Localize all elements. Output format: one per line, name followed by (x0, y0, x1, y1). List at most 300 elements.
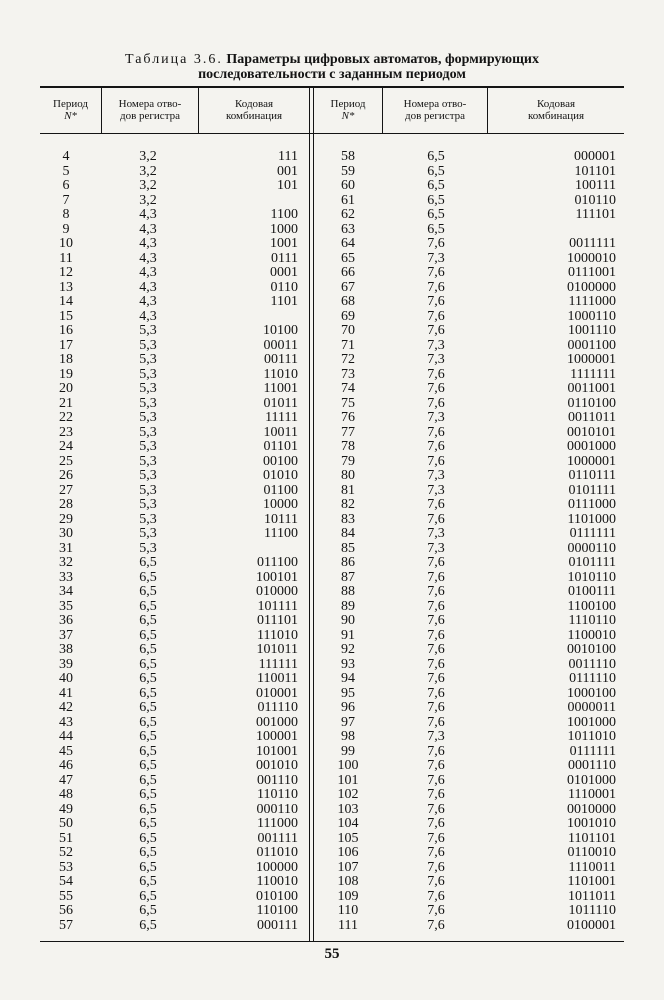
table-row (40, 788, 624, 803)
table-bottom-rule (40, 941, 624, 942)
period-cell: 90 (341, 613, 355, 628)
code-cell: 1100010 (567, 627, 616, 643)
header-code-text-2: комбинация (527, 110, 585, 122)
code-cell: 0010100 (567, 642, 616, 657)
code-cell: 100111 (575, 178, 616, 193)
code-cell: 101011 (256, 642, 298, 657)
code-cell: 0110100 (567, 395, 616, 411)
code-cell: 10011 (263, 424, 298, 440)
table-row (40, 382, 624, 397)
table-row (40, 890, 624, 905)
period-cell: 16 (59, 323, 73, 338)
data-table (40, 86, 624, 942)
taps-cell: 5,3 (139, 323, 157, 338)
header-code-text-1: Кодовая (234, 98, 274, 110)
period-cell: 10 (59, 236, 73, 251)
taps-cell: 6,5 (139, 700, 157, 715)
code-cell: 0100111 (568, 584, 616, 599)
period-cell: 93 (341, 656, 355, 672)
table-row (40, 759, 624, 774)
taps-cell: 6,5 (427, 178, 445, 193)
code-cell: 011101 (257, 613, 298, 628)
code-cell: 1100 (270, 207, 298, 222)
taps-cell: 5,3 (139, 439, 157, 454)
period-cell: 19 (59, 366, 73, 382)
period-cell: 14 (59, 294, 73, 309)
period-cell: 54 (59, 874, 73, 889)
period-cell: 77 (341, 424, 355, 440)
code-cell: 1000001 (567, 453, 616, 469)
code-cell: 0010000 (567, 801, 616, 817)
taps-cell: 7,6 (427, 917, 445, 933)
table-row (40, 585, 624, 600)
taps-cell: 6,5 (427, 163, 445, 179)
code-cell: 010100 (256, 888, 298, 904)
period-cell: 91 (341, 627, 355, 643)
caption-line-1 (40, 52, 624, 67)
code-cell: 001010 (256, 758, 298, 773)
period-cell: 63 (341, 221, 355, 237)
period-cell: 42 (59, 700, 73, 715)
period-cell: 17 (59, 337, 73, 353)
table-row (40, 165, 624, 180)
taps-cell: 6,5 (139, 845, 157, 860)
taps-cell: 7,6 (427, 598, 445, 614)
table-row (40, 179, 624, 194)
code-cell: 0100000 (567, 279, 616, 295)
period-cell: 21 (59, 395, 73, 411)
code-cell: 001110 (257, 772, 298, 788)
table-row (40, 745, 624, 760)
table-row (40, 353, 624, 368)
code-cell: 00100 (263, 453, 298, 469)
period-cell: 98 (341, 729, 355, 744)
period-cell: 36 (59, 613, 73, 628)
taps-cell: 5,3 (139, 366, 157, 382)
header-taps-text-1: Номера отво- (403, 98, 467, 110)
table-row (40, 629, 624, 644)
period-cell: 58 (341, 149, 355, 164)
taps-cell: 7,6 (427, 294, 445, 309)
table-row (40, 324, 624, 339)
taps-cell: 7,6 (427, 685, 445, 701)
code-cell: 001 (277, 163, 298, 179)
code-cell: 111111 (258, 656, 298, 672)
taps-cell: 7,6 (427, 308, 445, 324)
period-cell: 45 (59, 743, 73, 759)
taps-cell: 6,5 (139, 598, 157, 614)
code-cell: 110011 (257, 671, 298, 686)
period-cell: 79 (341, 453, 355, 469)
taps-cell: 7,6 (427, 584, 445, 599)
table-row (40, 687, 624, 702)
code-cell: 000111 (257, 917, 298, 933)
header-code-right (488, 88, 624, 132)
code-cell: 011010 (256, 845, 298, 860)
header-taps-text-2: дов регистра (404, 110, 466, 122)
table-row (40, 600, 624, 615)
period-cell: 86 (341, 555, 355, 570)
taps-cell: 7,3 (427, 468, 445, 483)
code-cell: 0111 (271, 250, 298, 266)
period-cell: 99 (341, 743, 355, 759)
taps-cell: 6,5 (139, 903, 157, 918)
code-cell: 111000 (257, 816, 298, 831)
period-cell: 53 (59, 859, 73, 875)
period-cell: 97 (341, 714, 355, 730)
header-code-text-1: Кодовая (536, 98, 576, 110)
header-period-text: Период (330, 98, 366, 110)
period-cell: 18 (59, 352, 73, 367)
taps-cell: 4,3 (139, 294, 157, 309)
taps-cell: 7,6 (427, 671, 445, 686)
period-cell: 111 (338, 917, 358, 933)
period-cell: 105 (337, 830, 359, 846)
code-cell: 1001010 (567, 816, 616, 831)
table-row (40, 556, 624, 571)
taps-cell: 7,6 (427, 888, 445, 904)
code-cell: 01011 (263, 395, 298, 411)
taps-cell: 5,3 (139, 424, 157, 440)
period-cell: 92 (341, 642, 355, 657)
taps-cell: 7,6 (427, 801, 445, 817)
code-cell: 01010 (263, 468, 298, 483)
period-cell: 13 (59, 279, 73, 295)
table-row (40, 643, 624, 658)
taps-cell: 7,6 (427, 700, 445, 715)
period-cell: 11 (59, 250, 73, 266)
code-cell: 001111 (257, 830, 298, 846)
code-cell: 10000 (263, 497, 298, 512)
table-row (40, 397, 624, 412)
taps-cell: 4,3 (139, 221, 157, 237)
code-cell: 11100 (264, 526, 298, 541)
period-cell: 67 (341, 279, 355, 295)
code-cell: 0001100 (567, 337, 616, 353)
taps-cell: 5,3 (139, 410, 157, 425)
taps-cell: 6,5 (427, 221, 445, 237)
taps-cell: 6,5 (139, 816, 157, 831)
table-row (40, 861, 624, 876)
taps-cell: 7,6 (427, 511, 445, 527)
header-period-n: N* (341, 110, 355, 122)
period-cell: 70 (341, 323, 355, 338)
table-row (40, 223, 624, 238)
taps-cell: 7,6 (427, 453, 445, 469)
taps-cell: 5,3 (139, 540, 157, 556)
code-cell: 1100100 (567, 598, 616, 614)
taps-cell: 6,5 (139, 830, 157, 846)
header-code-text-2: комбинация (225, 110, 283, 122)
taps-cell: 7,6 (427, 656, 445, 672)
table-row (40, 701, 624, 716)
table-title-line-2: последовательности с заданным периодом (198, 67, 466, 82)
code-cell: 1111000 (568, 294, 616, 309)
taps-cell: 7,6 (427, 874, 445, 889)
code-cell: 1101000 (567, 511, 616, 527)
period-cell: 109 (337, 888, 359, 904)
code-cell: 0101111 (568, 482, 616, 498)
period-cell: 22 (59, 410, 73, 425)
taps-cell: 6,5 (427, 149, 445, 164)
taps-cell: 6,5 (139, 656, 157, 672)
period-cell: 12 (59, 265, 73, 280)
table-body (40, 150, 624, 933)
period-cell: 52 (59, 845, 73, 860)
table-row (40, 730, 624, 745)
period-cell: 88 (341, 584, 355, 599)
taps-cell: 7,6 (427, 642, 445, 657)
period-cell: 65 (341, 250, 355, 266)
table-row (40, 281, 624, 296)
taps-cell: 7,6 (427, 845, 445, 860)
taps-cell: 7,3 (427, 410, 445, 425)
header-taps-left (102, 88, 198, 132)
code-cell: 10100 (263, 323, 298, 338)
taps-cell: 7,3 (427, 729, 445, 744)
code-cell: 0111000 (568, 497, 616, 512)
code-cell: 0001110 (568, 758, 616, 773)
taps-cell: 5,3 (139, 526, 157, 541)
code-cell: 0110 (270, 279, 298, 295)
period-cell: 26 (59, 468, 73, 483)
code-cell: 01101 (263, 439, 298, 454)
period-cell: 87 (341, 569, 355, 585)
table-row (40, 469, 624, 484)
taps-cell: 6,5 (139, 772, 157, 788)
taps-cell: 6,5 (139, 671, 157, 686)
taps-cell: 5,3 (139, 381, 157, 396)
code-cell: 01100 (263, 482, 298, 498)
code-cell: 010110 (574, 192, 616, 208)
period-cell: 64 (341, 236, 355, 251)
taps-cell: 6,5 (139, 642, 157, 657)
period-cell: 72 (341, 352, 355, 367)
taps-cell: 6,5 (139, 584, 157, 599)
code-cell: 1000001 (567, 352, 616, 367)
period-cell: 33 (59, 569, 73, 585)
code-cell: 11001 (263, 381, 298, 396)
taps-cell: 6,5 (139, 569, 157, 585)
period-cell: 8 (62, 207, 70, 222)
period-cell: 101 (337, 772, 359, 788)
period-cell: 30 (59, 526, 73, 541)
code-cell: 100001 (256, 729, 298, 744)
table-row (40, 875, 624, 890)
taps-cell: 7,6 (427, 903, 445, 918)
period-cell: 24 (59, 439, 73, 454)
taps-cell: 7,6 (427, 787, 445, 802)
period-cell: 23 (59, 424, 73, 440)
taps-cell: 4,3 (139, 236, 157, 251)
taps-cell: 5,3 (139, 395, 157, 411)
table-row (40, 527, 624, 542)
table-row (40, 237, 624, 252)
code-cell: 1101001 (567, 874, 616, 889)
taps-cell: 7,6 (427, 497, 445, 512)
taps-cell: 7,3 (427, 352, 445, 367)
code-cell: 11111 (265, 410, 298, 425)
taps-cell: 7,6 (427, 569, 445, 585)
period-cell: 27 (59, 482, 73, 498)
period-cell: 59 (341, 163, 355, 179)
code-cell: 000110 (256, 801, 298, 817)
period-cell: 75 (341, 395, 355, 411)
taps-cell: 6,5 (139, 627, 157, 643)
table-row (40, 368, 624, 383)
code-cell: 1111111 (570, 366, 616, 382)
table-row (40, 266, 624, 281)
taps-cell: 6,5 (139, 787, 157, 802)
code-cell: 0000011 (567, 700, 616, 715)
taps-cell: 7,6 (427, 627, 445, 643)
page-number: 55 (324, 946, 340, 962)
code-cell: 0011011 (568, 410, 616, 425)
header-period-left (40, 88, 101, 132)
period-cell: 74 (341, 381, 355, 396)
taps-cell: 7,3 (427, 482, 445, 498)
taps-cell: 6,5 (139, 743, 157, 759)
period-cell: 61 (341, 192, 355, 208)
taps-cell: 4,3 (139, 308, 157, 324)
table-row (40, 208, 624, 223)
period-cell: 49 (59, 801, 73, 817)
taps-cell: 6,5 (139, 874, 157, 889)
taps-cell: 7,6 (427, 714, 445, 730)
code-cell: 010000 (256, 584, 298, 599)
header-period-right (314, 88, 382, 132)
period-cell: 81 (341, 482, 355, 498)
period-cell: 4 (62, 149, 70, 164)
period-cell: 60 (341, 178, 355, 193)
code-cell: 1010110 (567, 569, 616, 585)
table-row (40, 194, 624, 209)
code-cell: 0011111 (569, 236, 616, 251)
table-row (40, 542, 624, 557)
taps-cell: 7,3 (427, 250, 445, 266)
period-cell: 85 (341, 540, 355, 556)
period-cell: 29 (59, 511, 73, 527)
code-cell: 0001 (270, 265, 298, 280)
header-taps-right (383, 88, 487, 132)
code-cell: 0111111 (569, 526, 616, 541)
code-cell: 111010 (257, 627, 298, 643)
code-cell: 1000110 (567, 308, 616, 324)
code-cell: 101001 (256, 743, 298, 759)
code-cell: 1000 (270, 221, 298, 237)
header-taps-text-2: дов регистра (119, 110, 181, 122)
table-row (40, 803, 624, 818)
code-cell: 111 (278, 149, 298, 164)
code-cell: 1011110 (568, 903, 616, 918)
period-cell: 25 (59, 453, 73, 469)
code-cell: 1110011 (568, 859, 616, 875)
table-row (40, 846, 624, 861)
table-row (40, 904, 624, 919)
period-cell: 95 (341, 685, 355, 701)
period-cell: 66 (341, 265, 355, 280)
period-cell: 96 (341, 700, 355, 715)
header-taps-text-1: Номера отво- (118, 98, 182, 110)
taps-cell: 5,3 (139, 497, 157, 512)
taps-cell: 6,5 (139, 613, 157, 628)
table-label: Таблица 3.6. (125, 52, 223, 67)
taps-cell: 7,6 (427, 395, 445, 411)
code-cell: 0011110 (568, 656, 616, 672)
taps-cell: 7,3 (427, 526, 445, 541)
period-cell: 55 (59, 888, 73, 904)
taps-cell: 3,2 (139, 149, 157, 164)
code-cell: 0111001 (568, 265, 616, 280)
period-cell: 100 (337, 758, 359, 773)
taps-cell: 7,3 (427, 540, 445, 556)
code-cell: 1001110 (568, 323, 616, 338)
table-row (40, 832, 624, 847)
code-cell: 00011 (263, 337, 298, 353)
period-cell: 89 (341, 598, 355, 614)
taps-cell: 3,2 (139, 163, 157, 179)
taps-cell: 7,6 (427, 265, 445, 280)
code-cell: 00111 (264, 352, 298, 367)
table-row (40, 513, 624, 528)
header-period-n: N* (64, 110, 77, 122)
code-cell: 0010101 (567, 424, 616, 440)
table-row (40, 571, 624, 586)
taps-cell: 4,3 (139, 207, 157, 222)
taps-cell: 7,6 (427, 366, 445, 382)
taps-cell: 6,5 (139, 729, 157, 744)
table-row (40, 774, 624, 789)
period-cell: 47 (59, 772, 73, 788)
code-cell: 0101111 (568, 555, 616, 570)
taps-cell: 6,5 (139, 888, 157, 904)
period-cell: 46 (59, 758, 73, 773)
taps-cell: 6,5 (139, 859, 157, 875)
period-cell: 6 (62, 178, 70, 193)
period-cell: 39 (59, 656, 73, 672)
taps-cell: 6,5 (139, 685, 157, 701)
period-cell: 56 (59, 903, 73, 918)
period-cell: 31 (59, 540, 73, 556)
taps-cell: 4,3 (139, 279, 157, 295)
period-cell: 38 (59, 642, 73, 657)
table-row (40, 440, 624, 455)
period-cell: 51 (59, 830, 73, 846)
code-cell: 100101 (256, 569, 298, 585)
taps-cell: 7,6 (427, 816, 445, 831)
taps-cell: 6,5 (139, 714, 157, 730)
period-cell: 80 (341, 468, 355, 483)
code-cell: 0011001 (567, 381, 616, 396)
taps-cell: 7,6 (427, 381, 445, 396)
code-cell: 111101 (575, 207, 616, 222)
code-cell: 1011010 (567, 729, 616, 744)
period-cell: 57 (59, 917, 73, 933)
code-cell: 000001 (574, 149, 616, 164)
period-cell: 44 (59, 729, 73, 744)
table-row (40, 339, 624, 354)
period-cell: 50 (59, 816, 73, 831)
code-cell: 0000110 (567, 540, 616, 556)
period-cell: 108 (337, 874, 359, 889)
taps-cell: 5,3 (139, 352, 157, 367)
period-cell: 20 (59, 381, 73, 396)
period-cell: 9 (62, 221, 70, 237)
taps-cell: 7,6 (427, 555, 445, 570)
period-cell: 62 (341, 207, 355, 222)
code-cell: 0100001 (567, 917, 616, 933)
table-row (40, 614, 624, 629)
